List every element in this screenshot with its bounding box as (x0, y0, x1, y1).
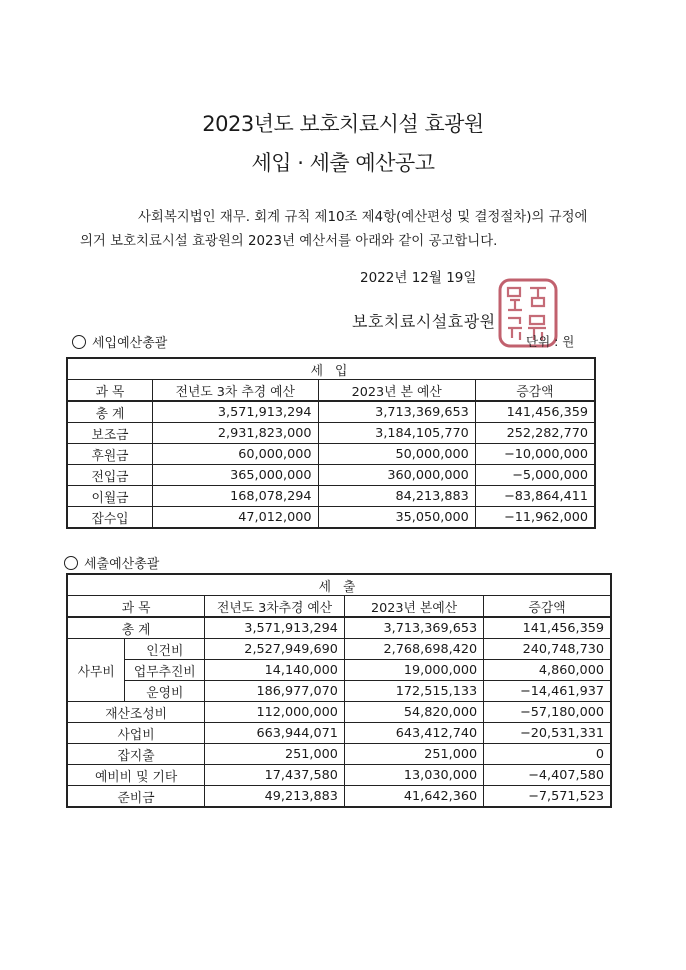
circle-bullet-icon (72, 335, 86, 349)
value-cell: −11,962,000 (475, 507, 595, 529)
header-cell: 2023년 본 예산 (318, 380, 475, 402)
value-cell: 251,000 (205, 744, 345, 765)
announcement-paragraph (80, 206, 625, 254)
table-row (67, 507, 595, 529)
announcement-date: 2022년 12월 19일 (360, 270, 477, 286)
category-cell: 사업비 (67, 723, 205, 744)
subcategory-cell: 인건비 (125, 639, 205, 660)
category-cell: 이월금 (67, 486, 153, 507)
value-cell: −10,000,000 (475, 444, 595, 465)
value-cell: 50,000,000 (318, 444, 475, 465)
table-row (67, 681, 611, 702)
value-cell: 3,713,369,653 (344, 617, 483, 639)
header-cell: 과 목 (67, 380, 153, 402)
value-cell: −4,407,580 (484, 765, 611, 786)
table-row (67, 401, 595, 423)
category-cell: 총 계 (67, 617, 205, 639)
value-cell: 0 (484, 744, 611, 765)
value-cell: 186,977,070 (205, 681, 345, 702)
revenue-section-heading (72, 332, 167, 351)
value-cell: −7,571,523 (484, 786, 611, 808)
value-cell: −5,000,000 (475, 465, 595, 486)
value-cell: 41,642,360 (344, 786, 483, 808)
header-cell: 증감액 (475, 380, 595, 402)
value-cell: 3,571,913,294 (153, 401, 319, 423)
value-cell: 3,713,369,653 (318, 401, 475, 423)
value-cell: 4,860,000 (484, 660, 611, 681)
value-cell: 663,944,071 (205, 723, 345, 744)
table-row (67, 423, 595, 444)
value-cell: 252,282,770 (475, 423, 595, 444)
value-cell: 365,000,000 (153, 465, 319, 486)
value-cell: 168,078,294 (153, 486, 319, 507)
value-cell: 60,000,000 (153, 444, 319, 465)
value-cell: 240,748,730 (484, 639, 611, 660)
category-cell: 보조금 (67, 423, 153, 444)
subcategory-cell: 업무추진비 (125, 660, 205, 681)
value-cell: 360,000,000 (318, 465, 475, 486)
value-cell: −57,180,000 (484, 702, 611, 723)
value-cell: 14,140,000 (205, 660, 345, 681)
subcategory-cell: 운영비 (125, 681, 205, 702)
expenditure-section-title: 세출예산총괄 (84, 557, 160, 572)
header-cell: 증감액 (484, 596, 611, 618)
table-row (67, 723, 611, 744)
circle-bullet-icon (64, 556, 78, 570)
expenditure-table-title: 세 출 (67, 574, 611, 596)
document-subtitle: 세입 · 세출 예산공고 (251, 151, 435, 175)
category-cell: 예비비 및 기타 (67, 765, 205, 786)
value-cell: −83,864,411 (475, 486, 595, 507)
value-cell: −14,461,937 (484, 681, 611, 702)
paragraph-line-2: 의거 보호치료시설 효광원의 2023년 예산서를 아래와 같이 공고합니다. (80, 234, 498, 249)
document-title: 2023년도 보호치료시설 효광원 (202, 112, 484, 136)
table-row (67, 639, 611, 660)
unit-label: 단위 : 원 (526, 334, 575, 349)
category-cell: 잡지출 (67, 744, 205, 765)
header-cell: 전년도 3차추경 예산 (205, 596, 345, 618)
category-cell: 잡수입 (67, 507, 153, 529)
value-cell: 172,515,133 (344, 681, 483, 702)
value-cell: 643,412,740 (344, 723, 483, 744)
value-cell: 17,437,580 (205, 765, 345, 786)
organization-name: 보호치료시설효광원 (352, 312, 496, 331)
value-cell: 141,456,359 (484, 617, 611, 639)
expenditure-section-heading (64, 553, 159, 572)
value-cell: 47,012,000 (153, 507, 319, 529)
value-cell: 141,456,359 (475, 401, 595, 423)
category-cell: 총 계 (67, 401, 153, 423)
header-cell: 전년도 3차 추경 예산 (153, 380, 319, 402)
revenue-table-title: 세 입 (67, 358, 595, 380)
table-row (67, 786, 611, 808)
table-row (67, 444, 595, 465)
revenue-table (66, 357, 596, 529)
header-cell: 2023년 본예산 (344, 596, 483, 618)
value-cell: 2,768,698,420 (344, 639, 483, 660)
value-cell: 2,527,949,690 (205, 639, 345, 660)
value-cell: 2,931,823,000 (153, 423, 319, 444)
category-cell: 후원금 (67, 444, 153, 465)
table-row (67, 617, 611, 639)
value-cell: 54,820,000 (344, 702, 483, 723)
category-cell: 재산조성비 (67, 702, 205, 723)
table-row (67, 486, 595, 507)
value-cell: 3,184,105,770 (318, 423, 475, 444)
table-row (67, 765, 611, 786)
value-cell: −20,531,331 (484, 723, 611, 744)
value-cell: 19,000,000 (344, 660, 483, 681)
value-cell: 13,030,000 (344, 765, 483, 786)
value-cell: 112,000,000 (205, 702, 345, 723)
value-cell: 49,213,883 (205, 786, 345, 808)
group-label-cell: 사무비 (67, 639, 125, 702)
table-row (67, 465, 595, 486)
value-cell: 84,213,883 (318, 486, 475, 507)
paragraph-line-1: 사회복지법인 재무. 회계 규칙 제10조 제4항(예산편성 및 결정절차)의 규정에 (138, 210, 588, 225)
table-row (67, 744, 611, 765)
value-cell: 35,050,000 (318, 507, 475, 529)
value-cell: 251,000 (344, 744, 483, 765)
category-cell: 준비금 (67, 786, 205, 808)
header-cell: 과 목 (67, 596, 205, 618)
table-row (67, 702, 611, 723)
table-row (67, 660, 611, 681)
revenue-section-title: 세입예산총괄 (92, 336, 168, 351)
value-cell: 3,571,913,294 (205, 617, 345, 639)
category-cell: 전입금 (67, 465, 153, 486)
expenditure-table (66, 573, 612, 808)
